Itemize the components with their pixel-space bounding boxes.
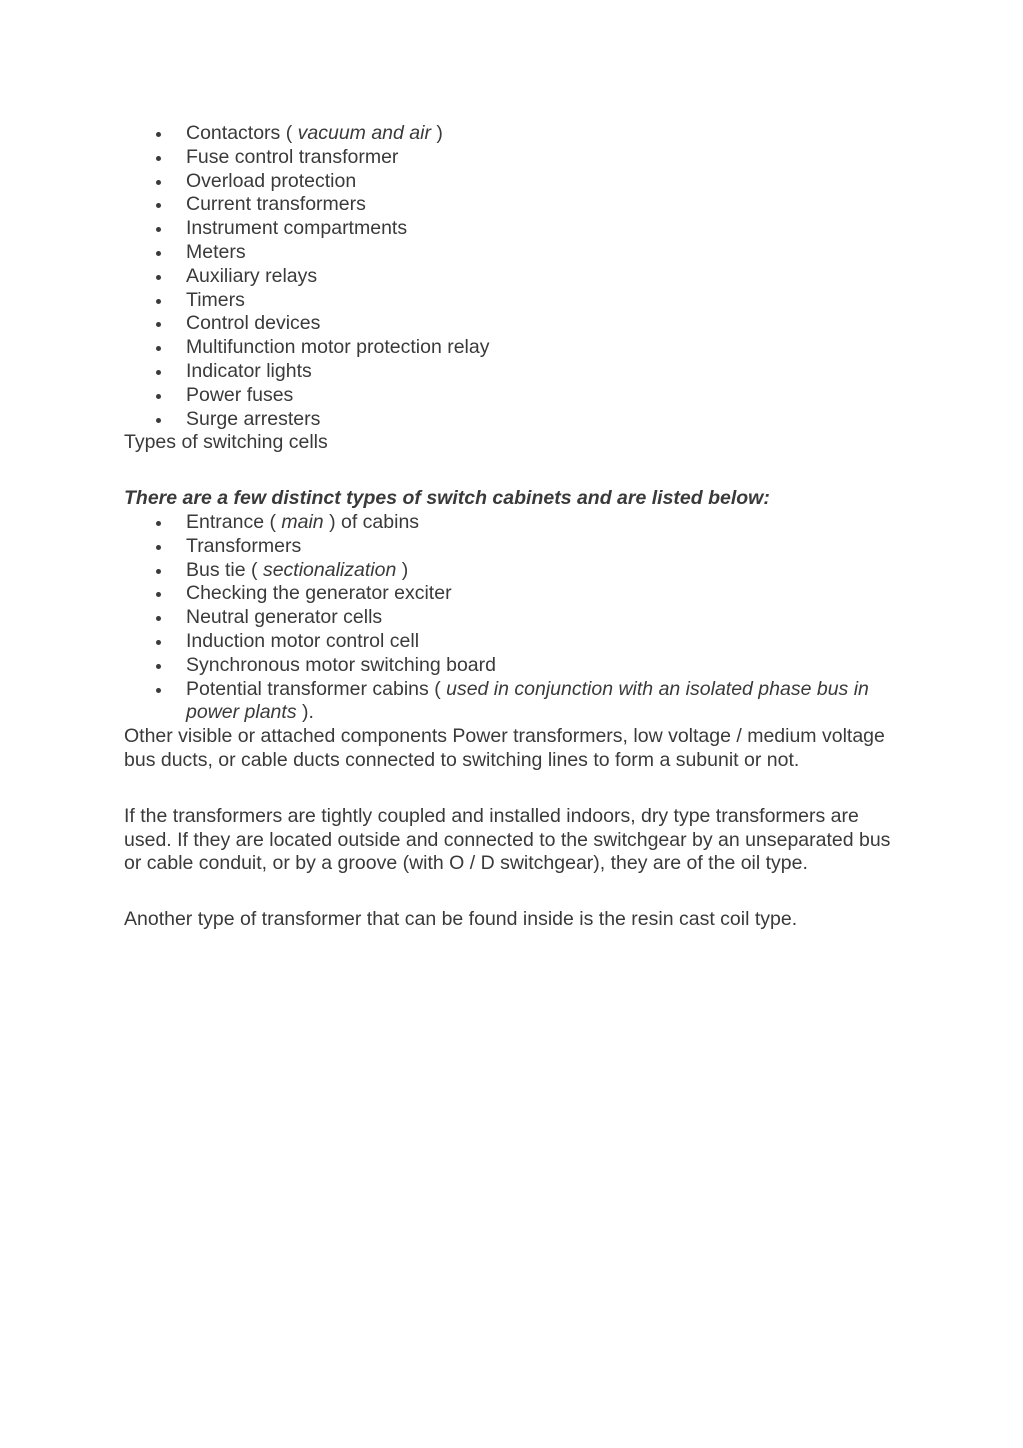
list-item: Current transformers — [124, 193, 904, 217]
list-item: Entrance ( main ) of cabins — [124, 511, 904, 535]
list-item: Synchronous motor switching board — [124, 654, 904, 678]
list-item: Meters — [124, 241, 904, 265]
list-item: Power fuses — [124, 384, 904, 408]
lead-sentence: There are a few distinct types of switch cabinets and are listed below: — [124, 487, 770, 510]
list-item: Bus tie ( sectionalization ) — [124, 559, 904, 583]
list-item: Transformers — [124, 535, 904, 559]
list-item: Control devices — [124, 312, 904, 336]
list-item: Contactors ( vacuum and air ) — [124, 122, 904, 146]
section-heading: Types of switching cells — [124, 431, 328, 454]
list-item: Overload protection — [124, 170, 904, 194]
list-item: Timers — [124, 289, 904, 313]
cabinet-types-list — [124, 511, 904, 725]
paragraph-components: Other visible or attached components Power transformers, low voltage / medium voltage bus ducts, or cable ducts connected to switching lines to form a subunit or not. — [124, 725, 885, 771]
components-list — [124, 122, 904, 431]
list-item: Checking the generator exciter — [124, 582, 904, 606]
paragraph-transformers: If the transformers are tightly coupled and installed indoors, dry type transformers are used. If they are located outside and connected to the switchgear by an unseparated bus or cable conduit, or by a groove (with O / D switchgear), they are of the oil type. — [124, 804, 891, 875]
list-item: Potential transformer cabins ( used in conjunction with an isolated phase bus in power plants ). — [124, 678, 904, 726]
document-page — [124, 122, 904, 932]
list-item: Instrument compartments — [124, 217, 904, 241]
list-item: Auxiliary relays — [124, 265, 904, 289]
list-item: Neutral generator cells — [124, 606, 904, 630]
list-item: Multifunction motor protection relay — [124, 336, 904, 360]
list-item: Fuse control transformer — [124, 146, 904, 170]
paragraph-resin: Another type of transformer that can be found inside is the resin cast coil type. — [124, 908, 798, 931]
list-item: Surge arresters — [124, 408, 904, 432]
list-item: Induction motor control cell — [124, 630, 904, 654]
list-item: Indicator lights — [124, 360, 904, 384]
